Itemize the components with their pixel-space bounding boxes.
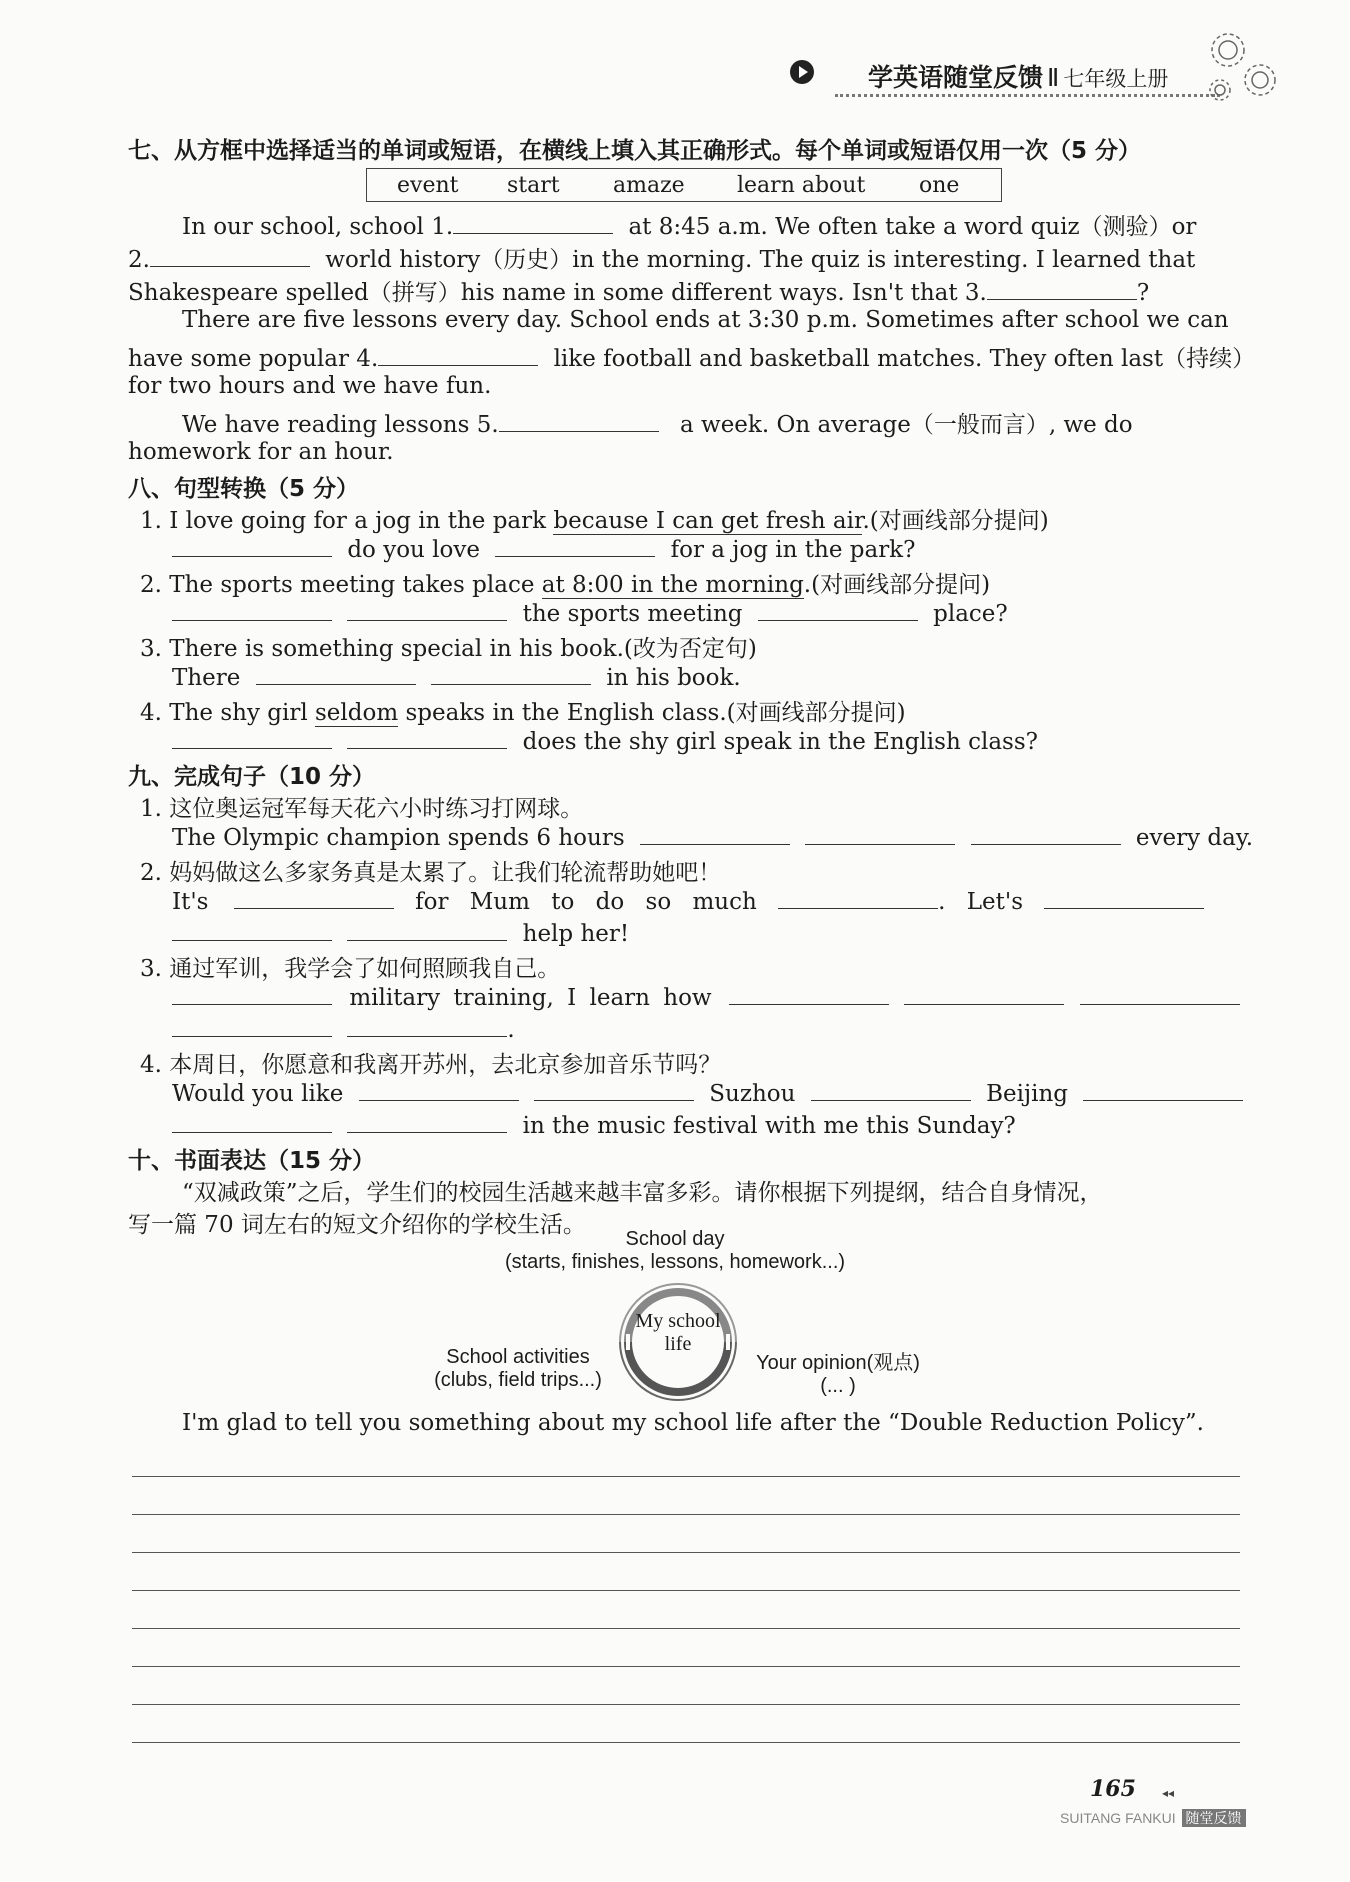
word-option: amaze	[613, 173, 685, 198]
s9-q2-en: It's for Mum to do so much . Let's	[172, 886, 1204, 915]
answer-blank[interactable]	[347, 918, 507, 941]
s8-q4-answer: does the shy girl speak in the English class?	[172, 726, 1038, 755]
s9-q4-en: Would you like Suzhou Beijing	[172, 1078, 1243, 1107]
answer-blank[interactable]	[172, 982, 332, 1005]
answer-blank[interactable]	[234, 886, 394, 909]
writing-line[interactable]	[132, 1514, 1240, 1515]
writing-line[interactable]	[132, 1742, 1240, 1743]
passage-line-6: for two hours and we have fun.	[128, 373, 492, 399]
s8-q2-answer: the sports meeting place?	[172, 598, 1008, 627]
section-8-heading: 八、句型转换（5 分）	[128, 476, 360, 502]
s9-q2-en-2: help her!	[172, 918, 629, 947]
passage-line-4: There are five lessons every day. School ends at 3:30 p.m. Sometimes after school we can	[182, 307, 1229, 333]
passage-line-7: We have reading lessons 5. a week. On average（一般而言）, we do	[182, 406, 1133, 439]
diagram-top-label: School day (starts, finishes, lessons, homework...)	[504, 1228, 846, 1273]
writing-line[interactable]	[132, 1552, 1240, 1553]
section-10-heading: 十、书面表达（15 分）	[128, 1148, 376, 1174]
section-9-heading: 九、完成句子（10 分）	[128, 764, 376, 790]
answer-blank[interactable]	[640, 822, 790, 845]
page-number: 165	[1090, 1776, 1136, 1802]
word-option: start	[507, 173, 560, 198]
passage-line-5: have some popular 4. like football and basketball matches. They often last（持续）	[128, 340, 1255, 373]
book-title: 学英语随堂反馈 Ⅱ 七年级上册	[868, 63, 1169, 92]
s9-q3-en: military training, I learn how	[172, 982, 1240, 1011]
writing-prompt-2: 写一篇 70 词左右的短文介绍你的学校生活。	[128, 1212, 586, 1238]
answer-blank-4[interactable]	[378, 343, 538, 366]
writing-line[interactable]	[132, 1628, 1240, 1629]
answer-blank[interactable]	[347, 1014, 507, 1037]
answer-blank[interactable]	[811, 1078, 971, 1101]
answer-blank[interactable]	[347, 598, 507, 621]
writing-opening-line: I'm glad to tell you something about my school life after the “Double Reduction Policy”.	[182, 1410, 1204, 1436]
answer-blank-2[interactable]	[150, 244, 310, 267]
play-icon	[790, 60, 814, 84]
answer-blank[interactable]	[172, 918, 332, 941]
answer-blank[interactable]	[347, 726, 507, 749]
word-option: event	[397, 173, 459, 198]
s8-q4: 4. The shy girl seldom speaks in the English class.(对画线部分提问)	[140, 700, 906, 726]
s9-q4-en-2: in the music festival with me this Sunday?	[172, 1110, 1016, 1139]
header-dotted-line	[835, 94, 1220, 97]
s9-q3-en-2: .	[172, 1014, 515, 1043]
answer-blank[interactable]	[1080, 982, 1240, 1005]
answer-blank[interactable]	[347, 1110, 507, 1133]
s9-q1-en: The Olympic champion spends 6 hours every day.	[172, 822, 1253, 851]
diagram-center-label: My school life	[635, 1310, 721, 1355]
section-7-heading: 七、从方框中选择适当的单词或短语，在横线上填入其正确形式。每个单词或短语仅用一次（5 分）	[128, 138, 1142, 164]
s8-q3: 3. There is something special in his book.(改为否定句)	[140, 636, 757, 662]
passage-line-3: Shakespeare spelled（拼写）his name in some different ways. Isn't that 3. ?	[128, 274, 1149, 307]
answer-blank[interactable]	[758, 598, 918, 621]
answer-blank[interactable]	[431, 662, 591, 685]
passage-line-8: homework for an hour.	[128, 439, 394, 465]
writing-line[interactable]	[132, 1666, 1240, 1667]
word-option: one	[919, 173, 960, 198]
writing-line[interactable]	[132, 1590, 1240, 1591]
arrow-left-icon: ◂◂	[1162, 1786, 1175, 1800]
answer-blank-3[interactable]	[987, 277, 1137, 300]
s8-q2: 2. The sports meeting takes place at 8:00 in the morning.(对画线部分提问)	[140, 572, 991, 598]
passage-line-1: In our school, school 1. at 8:45 a.m. We often take a word quiz（测验）or	[182, 208, 1196, 241]
word-option: learn about	[737, 173, 866, 198]
s8-q1: 1. I love going for a jog in the park because I can get fresh air.(对画线部分提问)	[140, 508, 1049, 534]
flower-decoration-icon	[1190, 20, 1290, 120]
passage-line-2: 2. world history（历史）in the morning. The quiz is interesting. I learned that	[128, 241, 1195, 274]
answer-blank[interactable]	[1044, 886, 1204, 909]
answer-blank[interactable]	[534, 1078, 694, 1101]
s8-q1-answer: do you love for a jog in the park?	[172, 534, 915, 563]
answer-blank-5[interactable]	[499, 409, 659, 432]
s8-q3-answer: There in his book.	[172, 662, 741, 691]
s9-q2-cn: 2. 妈妈做这么多家务真是太累了。让我们轮流帮助她吧！	[140, 860, 722, 886]
writing-line[interactable]	[132, 1476, 1240, 1477]
answer-blank[interactable]	[778, 886, 938, 909]
s9-q3-cn: 3. 通过军训，我学会了如何照顾我自己。	[140, 956, 561, 982]
answer-blank[interactable]	[729, 982, 889, 1005]
s9-q1-cn: 1. 这位奥运冠军每天花六小时练习打网球。	[140, 796, 584, 822]
diagram-left-label: School activities (clubs, field trips...)	[434, 1346, 602, 1391]
answer-blank[interactable]	[172, 598, 332, 621]
answer-blank[interactable]	[1083, 1078, 1243, 1101]
answer-blank[interactable]	[904, 982, 1064, 1005]
answer-blank[interactable]	[172, 726, 332, 749]
footer-brand: SUITANG FANKUI 随堂反馈	[1060, 1808, 1246, 1828]
answer-blank[interactable]	[172, 534, 332, 557]
writing-prompt-1: “双减政策”之后，学生们的校园生活越来越丰富多彩。请你根据下列提纲，结合自身情况，	[182, 1180, 1103, 1206]
answer-blank[interactable]	[172, 1014, 332, 1037]
answer-blank[interactable]	[256, 662, 416, 685]
answer-blank-1[interactable]	[453, 211, 613, 234]
diagram-right-label: Your opinion(观点) (... )	[756, 1352, 920, 1397]
word-box	[366, 168, 1002, 202]
answer-blank[interactable]	[359, 1078, 519, 1101]
answer-blank[interactable]	[805, 822, 955, 845]
s9-q4-cn: 4. 本周日，你愿意和我离开苏州，去北京参加音乐节吗？	[140, 1052, 722, 1078]
answer-blank[interactable]	[495, 534, 655, 557]
answer-blank[interactable]	[172, 1110, 332, 1133]
answer-blank[interactable]	[971, 822, 1121, 845]
writing-line[interactable]	[132, 1704, 1240, 1705]
